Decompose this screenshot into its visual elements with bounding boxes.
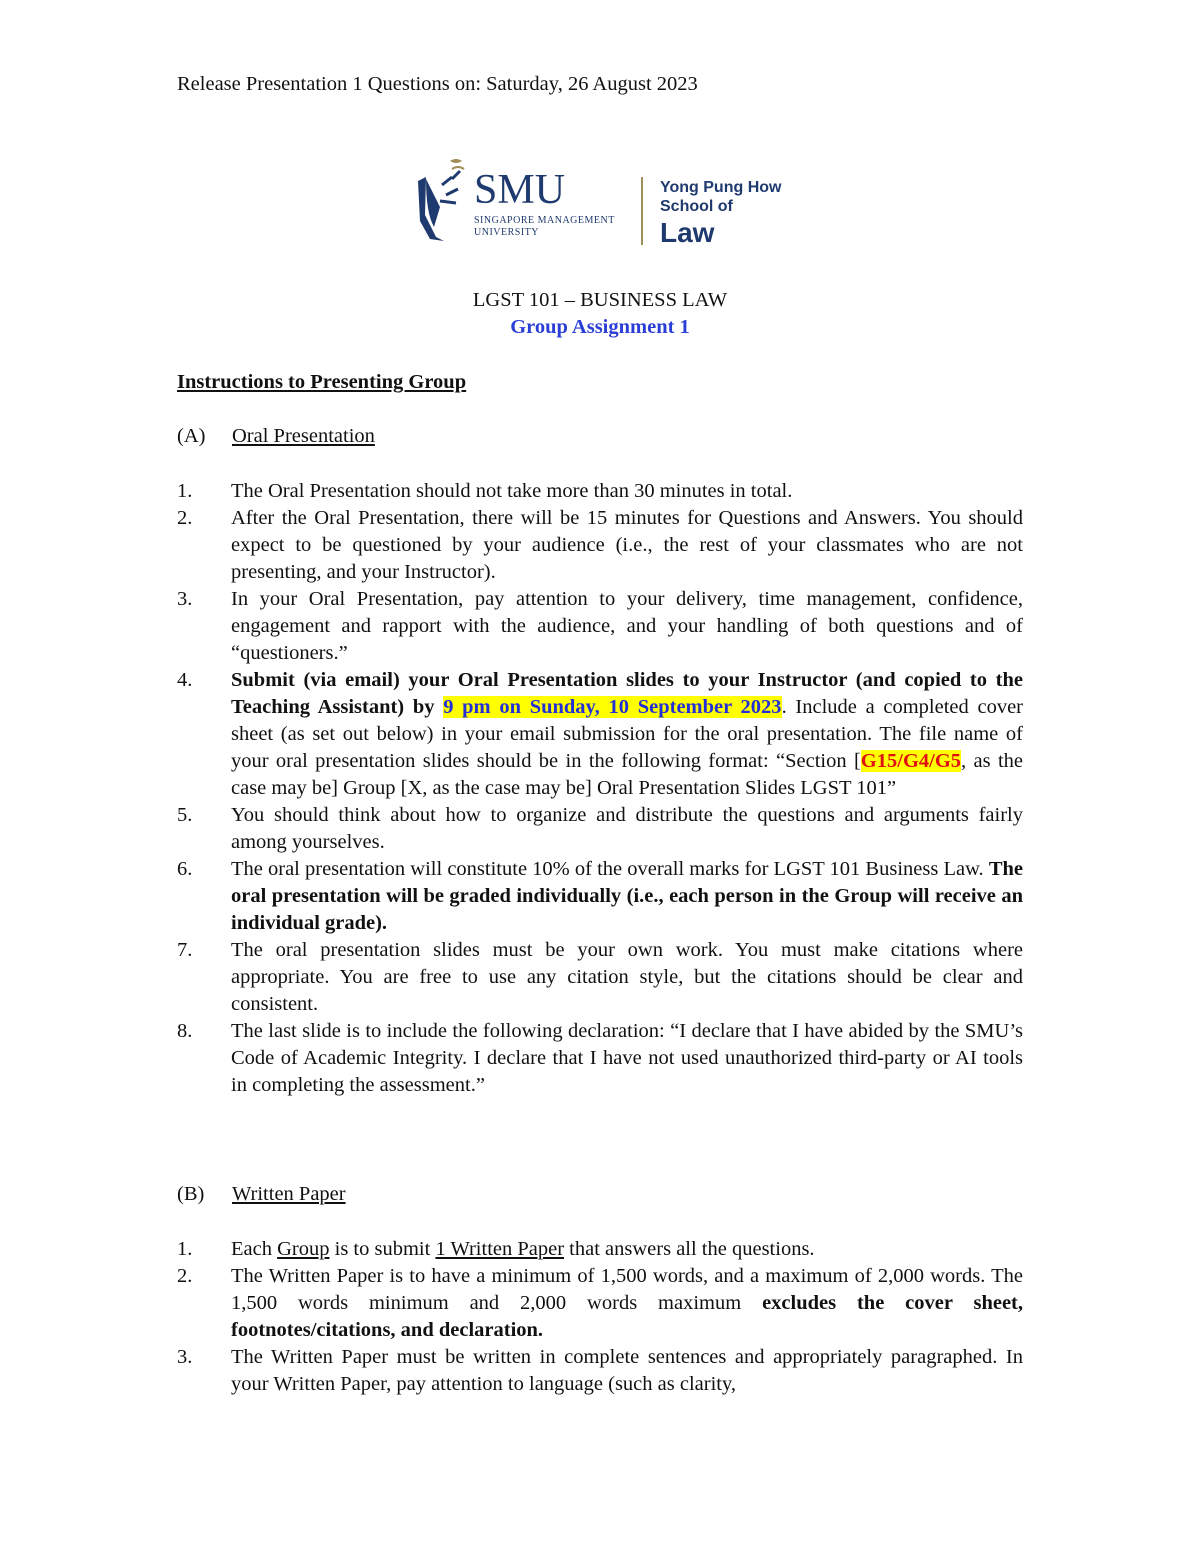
- item-number: 1.: [177, 480, 193, 502]
- section-codes-highlight: G15/G4/G5: [860, 750, 962, 772]
- item-text: is to submit: [329, 1238, 436, 1260]
- release-line: Release Presentation 1 Questions on: Saturday, 26 August 2023: [177, 73, 698, 95]
- item-number: 2.: [177, 507, 193, 529]
- submission-instruction: Submit (via email) your Oral Presentation slides to your Instructor (and copied to the Teaching Assistant) by: [231, 669, 1023, 718]
- item-number: 3.: [177, 588, 193, 610]
- underlined-text: Group: [277, 1238, 330, 1260]
- item-text: that answers all the questions.: [564, 1238, 815, 1260]
- section-b-label: (B): [177, 1183, 205, 1205]
- item-number: 6.: [177, 858, 193, 880]
- item-text: The Written Paper must be written in complete sentences and appropriately paragraphed. In your Written Paper, pay attention to language (such as clarity,: [231, 1346, 1023, 1395]
- smu-law-logo: [412, 155, 792, 250]
- assignment-title: Group Assignment 1: [510, 316, 690, 338]
- school-name-line2: School of: [660, 198, 733, 215]
- course-title: LGST 101 – BUSINESS LAW: [472, 289, 728, 311]
- oral-presentation-list: [177, 478, 1023, 1099]
- section-b-heading: [177, 1183, 346, 1206]
- deadline-highlight: 9 pm on Sunday, 10 September 2023: [443, 696, 782, 718]
- item-number: 3.: [177, 1346, 193, 1368]
- item-text: In your Oral Presentation, pay attention to your delivery, time management, confidence, engagement and rapport with the audience, and your handling of both questions and of “questioners.”: [231, 588, 1023, 664]
- list-item: [177, 586, 1023, 667]
- grading-note: The oral presentation will be graded individually (i.e., each person in the Group will receive an individual grade).: [231, 858, 1023, 934]
- list-item: [177, 937, 1023, 1018]
- written-paper-list: [177, 1236, 1023, 1398]
- item-number: 7.: [177, 939, 193, 961]
- item-text: The oral presentation will constitute 10% of the overall marks for LGST 101 Business Law.: [231, 858, 989, 880]
- item-text: , as the case may be] Group [X, as the case may be] Oral Presentation Slides LGST 101”: [231, 750, 1023, 799]
- item-text: The Oral Presentation should not take more than 30 minutes in total.: [231, 480, 793, 502]
- smu-subtitle-2: UNIVERSITY: [474, 227, 539, 238]
- list-item: [177, 1018, 1023, 1099]
- underlined-text: 1 Written Paper: [435, 1238, 565, 1260]
- section-a-heading: [177, 425, 375, 448]
- item-text: Each: [231, 1238, 278, 1260]
- smu-subtitle-1: SINGAPORE MANAGEMENT: [474, 215, 615, 226]
- list-item: [177, 856, 1023, 937]
- school-name-line1: Yong Pung How: [660, 179, 782, 196]
- item-number: 2.: [177, 1265, 193, 1287]
- item-text: You should think about how to organize and distribute the questions and arguments fairly among yourselves.: [231, 804, 1023, 853]
- item-text: The last slide is to include the following declaration: “I declare that I have abided by the SMU’s Code of Academic Integrity. I declare that I have not used unauthorized third-party or AI tools in completing the assessment.”: [231, 1020, 1023, 1096]
- list-item: [177, 478, 1023, 505]
- list-item: [177, 1236, 1023, 1263]
- list-item: [177, 667, 1023, 802]
- item-text: The Written Paper is to have a minimum of 1,500 words, and a maximum of 2,000 words. The 1,500 words minimum and 2,000 words maximum: [231, 1265, 1023, 1314]
- instructions-heading: Instructions to Presenting Group: [177, 371, 467, 393]
- school-name-line3: Law: [660, 217, 715, 248]
- section-a-title: Oral Presentation: [232, 425, 375, 447]
- item-text: After the Oral Presentation, there will be 15 minutes for Questions and Answers. You should expect to be questioned by your audience (i.e., the rest of your classmates who are not presenting, and your Instructor).: [231, 507, 1023, 583]
- section-b-title: Written Paper: [232, 1183, 346, 1205]
- item-number: 5.: [177, 804, 193, 826]
- list-item: [177, 1344, 1023, 1398]
- item-number: 8.: [177, 1020, 193, 1042]
- list-item: [177, 505, 1023, 586]
- section-a-label: (A): [177, 425, 206, 447]
- exclusion-note: excludes the cover sheet, footnotes/citations, and declaration.: [231, 1292, 1023, 1341]
- item-number: 4.: [177, 669, 193, 691]
- item-text: . Include a completed cover sheet (as set out below) in your email submission for the oral presentation. The file name of your oral presentation slides should be in the following format: “Section [: [231, 696, 1023, 772]
- smu-emblem-icon: [418, 159, 464, 241]
- item-number: 1.: [177, 1238, 193, 1260]
- list-item: [177, 1263, 1023, 1344]
- list-item: [177, 802, 1023, 856]
- item-text: The oral presentation slides must be your own work. You must make citations where appropriate. You are free to use any citation style, but the citations should be clear and consistent.: [231, 939, 1023, 1015]
- smu-wordmark: SMU: [474, 167, 566, 213]
